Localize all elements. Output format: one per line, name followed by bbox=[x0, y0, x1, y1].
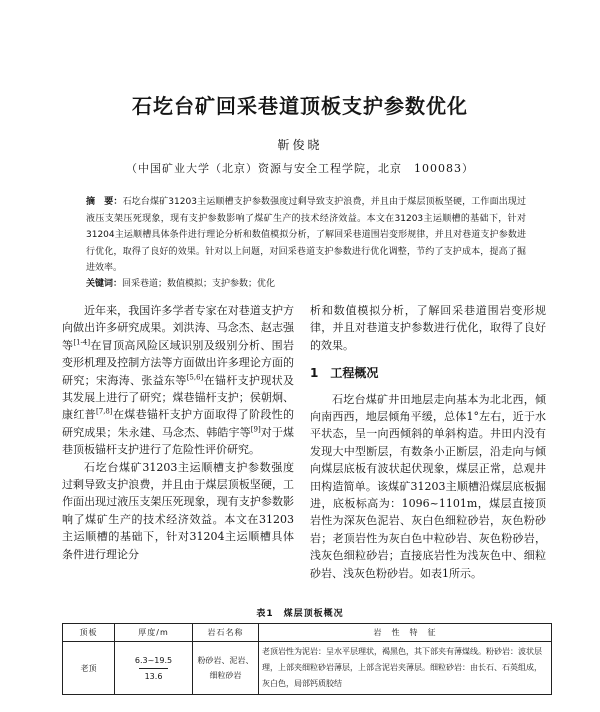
thickness-avg: 13.6 bbox=[139, 668, 169, 684]
keywords-label: 关键词： bbox=[86, 279, 123, 289]
abstract-label: 摘 要： bbox=[86, 197, 123, 207]
table-header-row bbox=[63, 624, 552, 642]
continued-paragraph: 析和数值模拟分析，了解回采巷道围岩变形规律，并且对巷道支护参数进行优化，取得了良好的效果。 bbox=[310, 304, 546, 352]
table-cell-rock: 粉砂岩、泥岩、细粒砂岩 bbox=[193, 642, 259, 695]
citation-1-4: [1-4] bbox=[73, 338, 91, 347]
table-header: 顶板 bbox=[63, 624, 115, 642]
abstract-text: 石圪台煤矿31203主运顺槽支护参数强度过剩导致支护浪费，并且由于煤层顶板坚硬，工作面出现过液压支架压死现象，现有支护参数影响了煤矿生产的技术经济效益。本文在31203主运顺槽的基础下，针对31204主运顺槽具体条件进行理论分析和数值模拟分析，了解回采巷道围岩变形规律，并且对巷道支护参数进行优化，取得了良好的效果。针对以上问题，对回采巷道支护参数进行优化调整，节约了支护成本，提高了掘进效率。 bbox=[86, 197, 526, 273]
table-header: 岩石名称 bbox=[193, 624, 259, 642]
table-caption: 表1 煤层顶板概况 bbox=[256, 609, 344, 619]
citation-7-8: [7,8] bbox=[96, 407, 113, 416]
intro-text-5: 对于煤巷顶板锚杆支护进行了危险性评价研究。 bbox=[62, 425, 294, 457]
section-heading-1: 1 工程概况 bbox=[310, 366, 379, 381]
author-name: 靳俊晓 bbox=[277, 138, 323, 152]
table-cell-desc: 老顶岩性为泥岩：呈水平层理状，褐黑色，其下部夹有薄煤线。粉砂岩：波状层理，上部夹细粒砂岩薄层，上部含泥岩夹薄层。细粒砂岩：由长石、石英组成，灰白色，局部钙质胶结 bbox=[259, 642, 552, 695]
intro-text-1: 近年来，我国许多学者专家在对巷道支护方向做出许多研究成果。刘洪涛、马念杰、赵志强等 bbox=[62, 304, 294, 352]
table-cell-thickness bbox=[115, 642, 193, 695]
keywords bbox=[86, 276, 526, 289]
table-header: 岩 性 特 征 bbox=[259, 624, 552, 642]
intro-text-3: 在锚杆支护现状及其发展上进行了研究；煤巷锚杆支护；侯朝炯、康红普 bbox=[62, 373, 295, 422]
left-column bbox=[62, 302, 294, 563]
table-row bbox=[63, 642, 552, 695]
keywords-text: 回采巷道；数值模拟；支护参数；优化 bbox=[122, 279, 276, 289]
intro-text-4: 在煤巷锚杆支护方面取得了阶段性的研究成果；朱永建、马念杰、韩皓宇等 bbox=[62, 408, 295, 439]
intro-paragraph bbox=[62, 302, 294, 459]
table-cell-name: 老顶 bbox=[63, 642, 115, 695]
paper-title: 石圪台矿回采巷道顶板支护参数优化 bbox=[132, 94, 468, 118]
citation-9: [9] bbox=[250, 425, 261, 434]
background-paragraph: 石圪台煤矿31203主运顺槽支护参数强度过剩导致支护浪费，并且由于煤层顶板坚硬，工作面出现过液压支架压死现象，现有支护参数影响了煤矿生产的技术经济效益。本文在31203主运顺槽的基础下，针对31204主运顺槽具体条件进行理论分 bbox=[62, 460, 294, 561]
citation-5-6: [5,6] bbox=[186, 372, 204, 381]
thickness-range: 6.3~19.5 bbox=[134, 655, 173, 665]
intro-text-2: 在冒顶高风险区域识别及级别分析、围岩变形机理及控制方法等方面做出许多理论方面的研究；宋海涛、张益东等 bbox=[62, 338, 295, 387]
right-column bbox=[310, 302, 546, 582]
engineering-paragraph: 石圪台煤矿井田地层走向基本为北北西，倾向南西西，地层倾角平缓，总体1°左右，近于水平状态，呈一向西倾斜的单斜构造。井田内没有发现大中型断层，有数条小正断层，沿走向与倾向煤层底板有波状起伏现象，煤层正常，总观井田构造简单。该煤矿31203主顺槽沿煤层底板掘进，底板标高为：1096~1101m，煤层直接顶岩性为深灰色泥岩、灰白色细粒砂岩，灰色粉砂岩；老顶岩性为灰白色中粒砂岩、灰色粉砂岩，浅灰色细粒砂岩；直接底岩性为浅灰色中、细粒砂岩、浅灰色粉砂岩。如表1所示。 bbox=[310, 392, 546, 580]
roof-table bbox=[62, 623, 552, 695]
table-header: 厚度/m bbox=[115, 624, 193, 642]
abstract bbox=[86, 194, 526, 277]
author-affiliation: （中国矿业大学（北京）资源与安全工程学院，北京 100083） bbox=[126, 162, 474, 175]
